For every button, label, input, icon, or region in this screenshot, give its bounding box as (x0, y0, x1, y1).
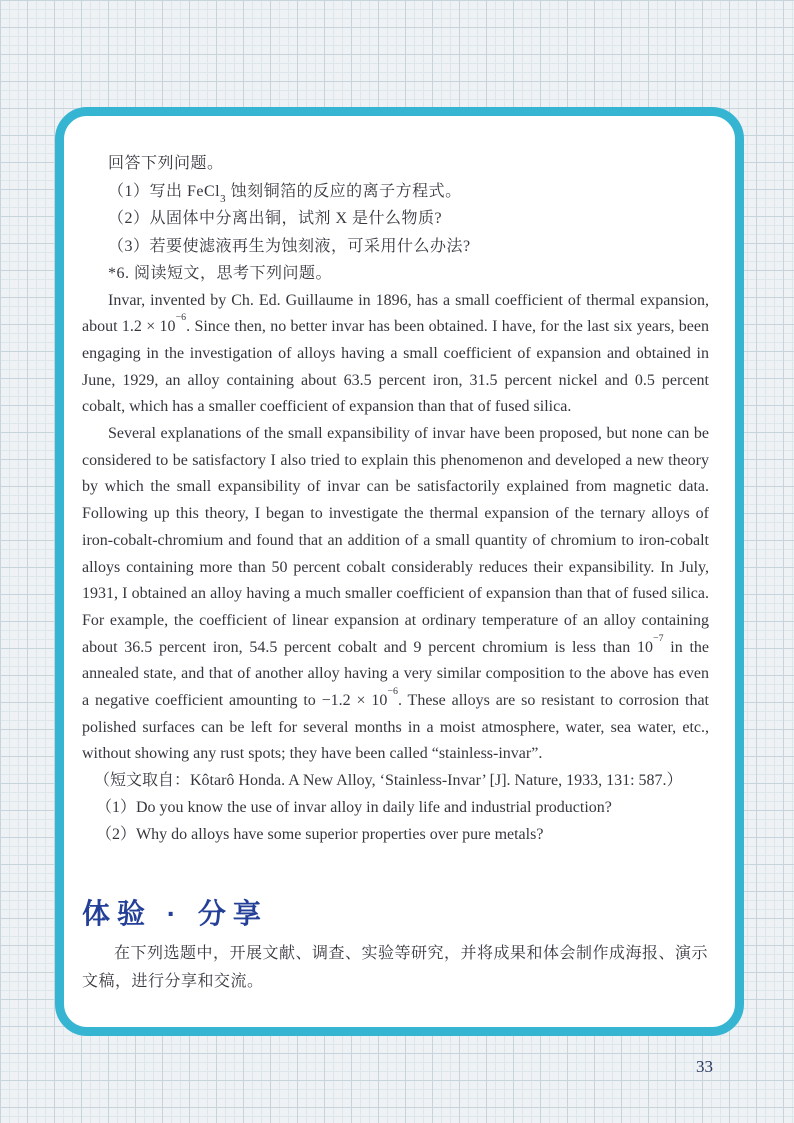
article-paragraph: Invar, invented by Ch. Ed. Guillaume in 1896, has a small coefficient of thermal expansion, about $1.2 \times 10^{-6}$. Since then, no better invar has been obtained. I have, for the last six years, been engaging in the investigation of alloys having a small coefficient of expansion and obtained in June, 1929, an alloy containing about 63.5 percent iron, 31.5 percent nickel and 0.5 percent cobalt, which has a smaller coefficient of expansion than that of fused silica. (82, 291, 709, 416)
card-content (64, 116, 735, 1027)
intro-line: *6. 阅读短文，思考下列问题。 (108, 265, 333, 282)
citation-line: （短文取自：Kôtarô Honda. A New Alloy, ‘Stainless-Invar’ [J]. Nature, 1933, 131: 587.） (94, 772, 683, 790)
article-paragraph: Several explanations of the small expansibility of invar have been proposed, but none can be considered to be satisfactory I also tried to explain this phenomenon and developed a new theory by which the small expansibility of invar can be satisfactorily explained from magnetic data. Following up this theory, I began to investigate the thermal expansion of the ternary alloys of iron-cobalt-chromium and found that an addition of a small quantity of chromium to iron-cobalt alloys containing more than 50 percent cobalt considerably reduces their expansibility. In July, 1931, I obtained an alloy having a much smaller coefficient of expansion than that of fused silica. For example, the coefficient of linear expansion at ordinary temperature of an alloy containing about 36.5 percent iron, 54.5 percent cobalt and 9 percent chromium is less than $10^{-7}$ in the annealed state, and that of another alloy having a very similar composition to the above has even a negative coefficient amounting to $-1.2 \times 10^{-6}$. These alloys are so resistant to corrosion that polished surfaces can be left for several months in a moist atmosphere, water, sea water, etc., without showing any rust spots; they have been called “stainless-invar”. (82, 425, 710, 763)
content-card (55, 107, 744, 1036)
intro-line: （3）若要使滤液再生为蚀刻液，可采用什么办法? (108, 237, 471, 255)
question-line: （2）Why do alloys have some superior properties over pure metals? (96, 825, 544, 843)
question-line: （1）Do you know the use of invar alloy in daily life and industrial production? (96, 798, 612, 816)
section-title: 体验 · 分享 (82, 898, 268, 930)
intro-line: （2）从固体中分离出铜，试剂 X 是什么物质? (108, 210, 443, 227)
section-body: 在下列选题中，开展文献、调查、实验等研究，并将成果和体会制作成海报、演示文稿，进行分享和交流。 (82, 945, 709, 991)
intro-line: （1）写出 FeCl$_3$ 蚀刻铜箔的反应的离子方程式。 (108, 182, 462, 205)
page-number: 33 (696, 1057, 713, 1076)
intro-line: 回答下列问题。 (108, 155, 224, 172)
